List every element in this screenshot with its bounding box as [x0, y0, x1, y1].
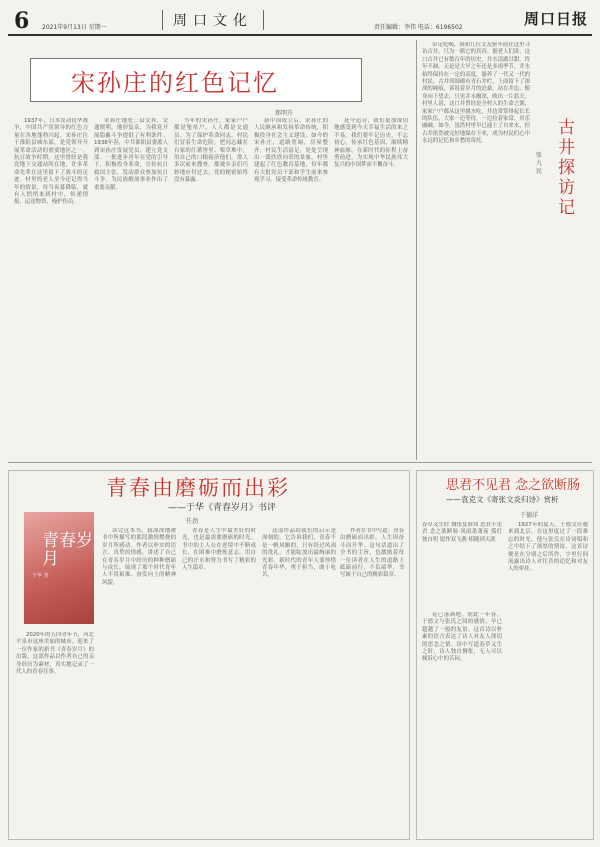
article-title-box	[30, 58, 362, 102]
review-column-2: 读完这本书，我深深地被书中所描写的那段激情燃烧的岁月所感动。作者以朴实的语言、真挚的情感，讲述了自己在青春岁月中经历的种种磨砺与成长，展现了那个时代青年人不畏艰难、奋发向上的精神风貌。	[102, 528, 176, 586]
article-column-1: 1937年，日本发动侵华战争，中国共产党领导的红色力量在各地蓬勃兴起。宋孙庄位于淮阳县城东部，是党领导开展革命活动的重要地区之一。抗日战争时期，这里曾经是我党地下交通站所在地，许多革命先辈在这里留下了战斗的足迹。村里的老人至今还记得当年的情景，每当夜幕降临，就有人悄悄来到村中，传递情报，运送物资，掩护伤员。	[14, 118, 88, 206]
article-author: 郑明升	[275, 110, 294, 117]
poem-review-subtitle: ——袁克文《寄张文炎归诗》赏析	[446, 495, 559, 504]
poem-review-column-2: 1927年的夏天，于德文应邀来到北京，在这里度过了一段难忘的时光。他与张氏在诗词唱和之中结下了深厚的情谊，这首诗便是在分别之后所作，字里行间流露出诗人对往昔的追忆和对友人的牵挂。	[508, 522, 588, 573]
review-column-5: 作者在书中写道：青春由磨砺而出彩，人生因奋斗而升华。这句话道出了全书的主旨，也激励着每一位读者在人生的道路上砥砺前行，不负韶华，书写属于自己的精彩篇章。	[340, 528, 404, 579]
review-column-3: 青春是人生中最美好的时光，也是最需要磨砺的时光。书中的主人公在逆境中不断成长，在困难中磨炼意志，用自己的汗水和努力书写了精彩的人生篇章。	[182, 528, 256, 572]
section-divider	[8, 462, 592, 463]
article-column-4: 新中国成立后，宋孙庄的人民继承和发扬革命传统，积极投身社会主义建设。如今的宋孙庄，道路宽阔，房屋整齐，村民生活富足，处处呈现出一派欣欣向荣的景象。村里建起了红色教育基地，每年都有大批党员干部和学生前来参观学习，接受革命传统教育。	[254, 118, 328, 184]
article-column-3: 当年的宋孙庄，家家户户都是堡垒户，人人都是交通员。为了保护革命同志，村民们冒着生命危险，把同志藏在自家的红薯窖里、柴草堆中，用自己的口粮接济他们。敌人多次前来搜查，都被乡亲们巧妙地应付过去，党的秘密始终没有暴露。	[174, 118, 248, 184]
review-column-1: 2020年的五四青年节，河北平泉市这座美丽的城市，迎来了一位作家的新书《青春岁月》的出版。这部作品以作者自己的亲身经历为素材，真实地记录了一代人的青春往事。	[16, 632, 94, 676]
page-header	[8, 6, 592, 36]
book-cover-title: 青春岁月	[42, 531, 93, 569]
editor-info: 责任编辑：李伟 电话：6196502	[374, 24, 463, 31]
article-column-5: 抚今追昔，我们更加深切地感受到今天幸福生活的来之不易。我们要牢记历史，不忘初心，传承红色基因，赓续精神血脉，在新时代的征程上奋勇前进，为实现中华民族伟大复兴的中国梦而不懈奋斗。	[334, 118, 408, 169]
article-2-author: 张九民	[536, 152, 543, 175]
review-author: 任劲	[186, 518, 199, 525]
review-column-4: 这部作品给我们的启示是深刻的。它告诉我们，青春不是一帆风顺的，只有经过风雨的洗礼，才能绽放出最绚丽的光彩。新时代的青年人要珍惜青春年华，勇于担当，敢于吃苦。	[262, 528, 336, 579]
poem-review-title: 思君不见君 念之欲断肠	[446, 478, 581, 493]
book-cover-subtitle: 于华 著	[32, 573, 49, 579]
review-title: 青春由磨砺而出彩	[106, 476, 290, 500]
poem-review-author: 于德洋	[520, 512, 539, 519]
poem-text: 春草又生时 惆怅复谁知 思君不见君 念之欲断肠 风雨萧萧夜 孤灯独自明 愿作双飞燕 相随到天涯	[422, 522, 502, 543]
page-number: 6	[14, 8, 30, 34]
book-cover-image	[24, 512, 94, 624]
newspaper-logo: 周口日报	[523, 10, 588, 28]
article-2-body: 带足吃喝，我和几位文友驱车前往这里寻访古井，只为一睹它的真容。据老人们讲，这口古井已有数百年的历史，井水清澈甘甜，终年不涸。无论是大旱之年还是多雨季节，井水始终保持在一定的高度，滋养了一代又一代的村民。古井周围砌有青石井栏，上面留下了深深的绳痕，诉说着岁月的沧桑。站在井边，俯身向下望去，只见井水幽深，映出一片蓝天。村里人说，这口井曾经是全村人的生命之源，家家户户都从这里挑水吃，井边常常排起长长的队伍，大家一边等待，一边拉着家常，其乐融融。如今，虽然村里早已通上了自来水，但古井依然被完好地保存下来，成为村民们心中永远的记忆和乡愁的寄托。	[422, 42, 530, 145]
issue-date: 2021年9月13日 星期一	[42, 24, 107, 31]
article-title: 宋孙庄的红色记忆	[71, 69, 279, 97]
review-subtitle: ——于华《青春岁月》书评	[168, 503, 277, 513]
section-title: 周口文化	[162, 10, 264, 30]
article-2-title: 古井探访记	[558, 118, 575, 218]
poem-review-column-1: 花已落满地，别此一年春。于德文与张氏之间的感情，早已超越了一般的友谊。这首诗以朴素的语言表达了诗人对友人深切的思念之情。诗中写道春草又生之时，诗人独自惆怅，无人可以倾诉心中的苦闷。	[422, 612, 502, 663]
article-column-2: 宋孙庄地处三县交界，交通便利，地形复杂，为我党开展隐蔽斗争提供了有利条件。1938年春，中共淮阳县委派人到宋孙庄发展党员，建立党支部。一批进步青年在党的引导下，积极投身革命，宣传抗日救国主张，发动群众参加抗日斗争，为民族解放事业作出了重要贡献。	[94, 118, 168, 191]
column-divider	[416, 40, 417, 460]
